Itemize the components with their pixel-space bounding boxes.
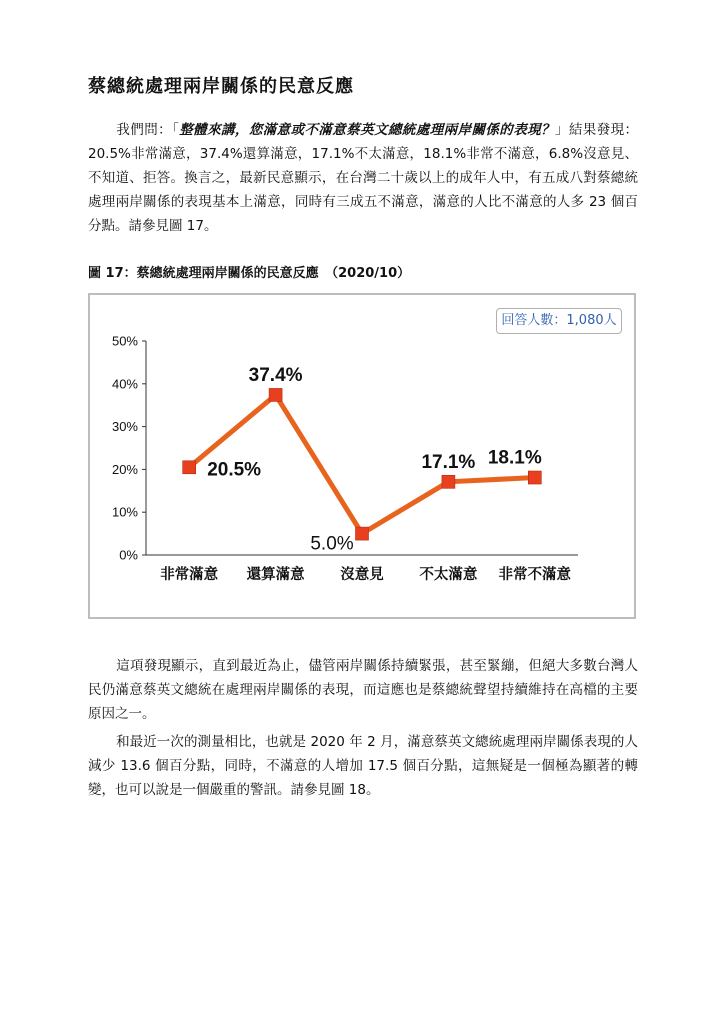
y-tick-label: 20% — [111, 461, 138, 477]
section-title: 蔡總統處理兩岸關係的民意反應 — [88, 76, 354, 97]
x-tick-label: 非常不滿意 — [498, 567, 572, 583]
data-label: 37.4% — [248, 364, 303, 386]
paragraph-intro — [88, 118, 638, 238]
paragraph-findings — [88, 654, 638, 726]
paragraph-lead: 我們問：「 — [116, 122, 180, 138]
y-tick-label: 10% — [111, 504, 138, 520]
data-label: 5.0% — [310, 533, 354, 555]
paragraph-comparison-text: 和最近一次的測量相比，也就是 2020 年 2 月，滿意蔡英文總統處理兩岸關係表現的人減少 13.6 個百分點，同時，不滿意的人增加 17.5 個百分點，這無疑是一個極為顯著的轉變，也可以說是一個嚴重的警訊。請參見圖 18。 — [88, 734, 638, 798]
respondents-badge: 回答人數：1,080人 — [496, 308, 622, 334]
x-tick-label: 沒意見 — [340, 567, 384, 583]
data-label: 18.1% — [487, 447, 542, 469]
data-point — [442, 475, 455, 488]
data-point — [269, 388, 282, 401]
y-tick-label: 50% — [111, 333, 138, 349]
line-chart — [88, 293, 636, 619]
data-label: 17.1% — [421, 451, 476, 473]
paragraph-findings-text: 這項發現顯示，直到最近為止，儘管兩岸關係持續緊張，甚至緊繃，但絕大多數台灣人民仍滿意蔡英文總統在處理兩岸關係的表現，而這應也是蔡總統聲望持續維持在高檔的主要原因之一。 — [88, 658, 638, 722]
data-point — [183, 461, 196, 474]
survey-question: 整體來講，您滿意或不滿意蔡英文總統處理兩岸關係的表現？ — [179, 122, 555, 138]
paragraph-comparison — [88, 730, 638, 802]
x-tick-label: 還算滿意 — [246, 567, 305, 583]
figure-caption: 圖 17：蔡總統處理兩岸關係的民意反應 （2020/10） — [88, 266, 411, 281]
y-tick-label: 40% — [111, 376, 138, 392]
x-tick-label: 非常滿意 — [160, 567, 219, 583]
chart-canvas — [90, 295, 634, 617]
data-label: 20.5% — [207, 459, 262, 481]
y-tick-label: 0% — [119, 547, 138, 563]
x-tick-label: 不太滿意 — [419, 567, 478, 583]
data-point — [528, 471, 541, 484]
y-tick-label: 30% — [111, 419, 138, 435]
paragraph-results: 」結果發現：20.5%非常滿意，37.4%還算滿意，17.1%不太滿意，18.1%非常不滿意，6.8%沒意見、不知道、拒答。換言之，最新民意顯示，在台灣二十歲以上的成年人中，有五成八對蔡總統處理兩岸關係的表現基本上滿意，同時有三成五不滿意，滿意的人比不滿意的人多 23 個百分點。請參見圖 17。 — [88, 122, 639, 234]
data-point — [356, 527, 369, 540]
